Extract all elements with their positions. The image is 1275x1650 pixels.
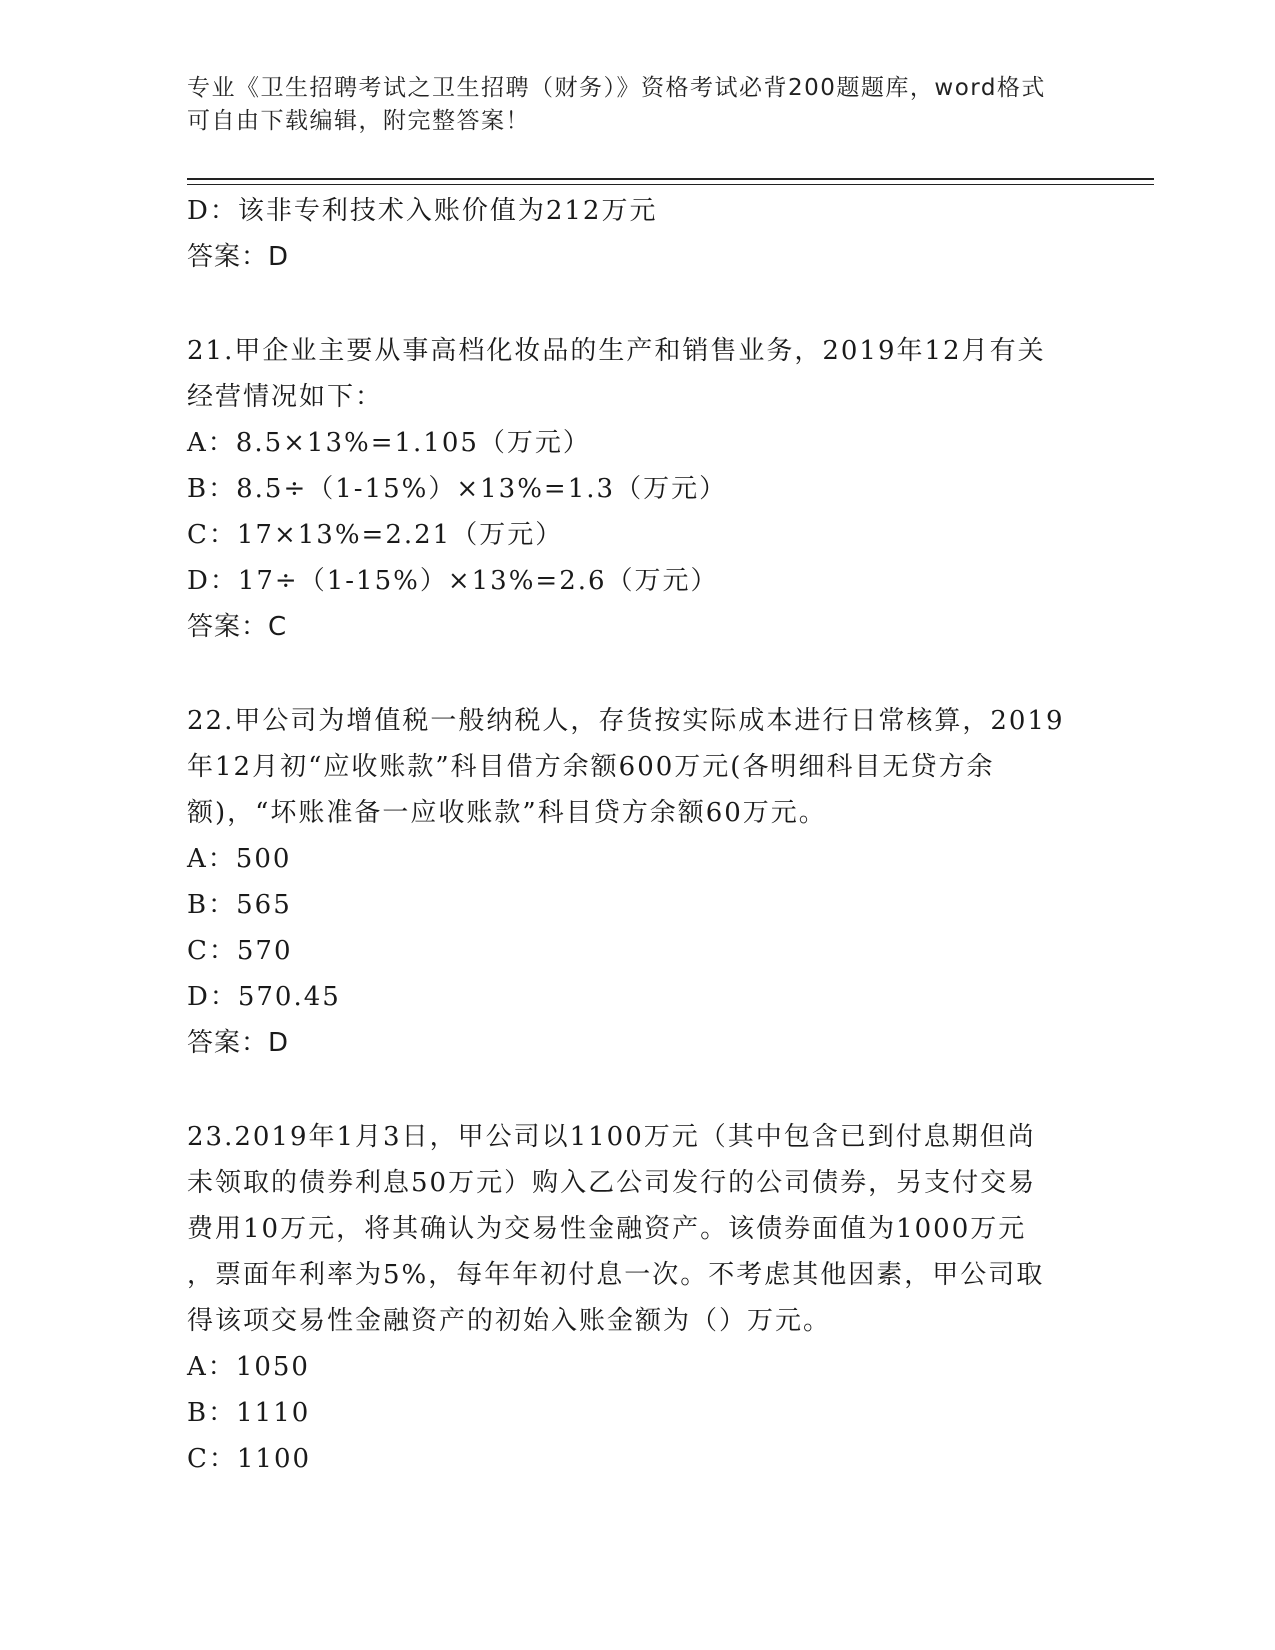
option-b: B：565 <box>187 890 292 920</box>
question-spacer <box>187 650 1087 698</box>
option-b: B：8.5÷（1-15%）×13%=1.3（万元） <box>187 474 728 504</box>
question-list <box>187 188 1087 1482</box>
header-title-line2: 可自由下载编辑，附完整答案！ <box>187 108 530 134</box>
answer-line: 答案：C <box>187 612 288 642</box>
answer-line: 答案：D <box>187 1028 290 1058</box>
question-22 <box>187 698 1087 1066</box>
option-c: C：17×13%=2.21（万元） <box>187 520 564 550</box>
question-stem-line: ，票面年利率为5%，每年年初付息一次。不考虑其他因素，甲公司取 <box>187 1260 1045 1290</box>
question-21 <box>187 328 1087 650</box>
question-stem-line: 23.2019年1月3日，甲公司以1100万元（其中包含已到付息期但尚 <box>187 1122 1036 1152</box>
page-header <box>187 72 1087 138</box>
question-stem-line: 未领取的债券利息50万元）购入乙公司发行的公司债券，另支付交易 <box>187 1168 1037 1198</box>
question-spacer <box>187 1066 1087 1114</box>
question-stem-line: 21.甲企业主要从事高档化妆品的生产和销售业务，2019年12月有关 <box>187 336 1046 366</box>
option-c: C：570 <box>187 936 293 966</box>
option-a: A：8.5×13%=1.105（万元） <box>187 428 591 458</box>
question-23 <box>187 1114 1087 1482</box>
answer-line: 答案：D <box>187 242 290 272</box>
question-20-tail <box>187 188 1087 280</box>
question-stem-line: 费用10万元，将其确认为交易性金融资产。该债券面值为1000万元 <box>187 1214 1027 1244</box>
question-stem-line: 年12月初“应收账款”科目借方余额600万元(各明细科目无贷方余 <box>187 752 995 782</box>
option-d: D：该非专利技术入账价值为212万元 <box>187 196 658 226</box>
option-a: A：500 <box>187 844 292 874</box>
option-d: D：17÷（1-15%）×13%=2.6（万元） <box>187 566 719 596</box>
question-spacer <box>187 280 1087 328</box>
option-b: B：1110 <box>187 1398 311 1428</box>
option-a: A：1050 <box>187 1352 310 1382</box>
header-title-line1: 专业《卫生招聘考试之卫生招聘（财务）》资格考试必背200题题库，word格式 <box>187 75 1046 101</box>
question-stem-line: 经营情况如下： <box>187 382 384 412</box>
question-stem-line: 额)，“坏账准备一应收账款”科目贷方余额60万元。 <box>187 798 827 828</box>
header-divider-thin <box>187 184 1154 185</box>
option-d: D：570.45 <box>187 982 341 1012</box>
option-c: C：1100 <box>187 1444 312 1474</box>
header-divider-thick <box>187 178 1154 180</box>
question-stem-line: 22.甲公司为增值税一般纳税人，存货按实际成本进行日常核算，2019 <box>187 706 1065 736</box>
question-stem-line: 得该项交易性金融资产的初始入账金额为（）万元。 <box>187 1306 832 1336</box>
